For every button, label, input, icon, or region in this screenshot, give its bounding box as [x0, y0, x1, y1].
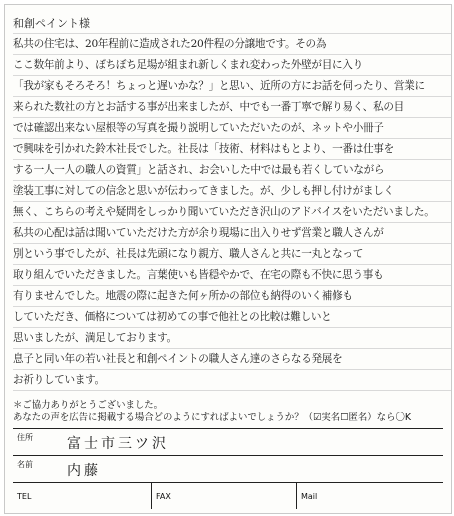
mail-label: Mail: [301, 492, 318, 501]
letter-line: 取り組んでいただきました。言葉使いも皆穏やかで、在宅の際も不快に思う事も: [13, 269, 384, 281]
thanks-note: ＊ご協力ありがとうございました。: [13, 400, 164, 411]
letter-line: 別という事でしたが、社長は先頭になり親方、職人さんと共に一丸となって: [13, 248, 363, 260]
letter-line: 「我が家もそろそろ！ちょっと遅いかな？」と思い、近所の方にお話を伺ったり、営業に: [13, 80, 425, 92]
letter-line: していただき、価格については初めての事で他社との比較は難しいと: [13, 311, 332, 323]
tel-label: TEL: [17, 492, 32, 501]
fax-label: FAX: [156, 492, 171, 501]
letter-line: 塗装工事に対しての信念と思いが伝わってきました。が、少しも押し付けがましく: [13, 185, 394, 197]
letter-line: 私共の住宅は、20年程前に造成された20件程の分譲地です。その為: [13, 38, 327, 50]
letter-line: では確認出来ない屋根等の写真を撮り説明していただいたのが、ネットや小冊子: [13, 122, 384, 134]
letter-line: 有りませんでした。地震の際に起きた何ヶ所かの部位も納得のいく補修も: [13, 290, 353, 302]
letter-line: ここ数年前より、ぼちぼち足場が組まれ新しくまれ変わった外壁が目に入り: [13, 59, 363, 71]
tel-cell: [13, 483, 152, 509]
fax-cell: [152, 483, 297, 509]
name-row: [13, 456, 443, 483]
publish-question: あなたの声を広告に掲載する場合どのようにすればよいでしょうか？（☑実名☐匿名）なら〇K: [13, 412, 411, 423]
letter-line: 私共の心配は話は聞いていただけた方が余り現場に出入りせず営業と職人さんが: [13, 227, 384, 239]
letter-line: 和創ペイント様: [13, 17, 90, 30]
address-row: [13, 429, 443, 456]
letter-line: で興味を引かれた鈴木社長でした。社長は「技術、材料はもとより、一番は仕事を: [13, 143, 394, 155]
letter-line: 息子と同い年の若い社長と和創ペイントの職人さん達のさらなる発展を: [13, 353, 343, 365]
handwritten-letter: [13, 13, 451, 398]
letter-line: お祈りしています。: [13, 374, 105, 386]
mail-cell: [297, 483, 443, 509]
paper-sheet: [4, 4, 452, 514]
contact-row: [13, 483, 443, 509]
letter-line: する一人一人の職人の資質」と話され、お会いした中では最も若くしていながら: [13, 164, 385, 176]
address-label: 住所: [17, 433, 33, 442]
footer-notes: [13, 400, 451, 424]
letter-line: 思いましたが、満足しております。: [13, 332, 177, 344]
letter-line: 無く、こちらの考えや疑問をしっかり聞いていただき沢山のアドバイスをいただいました。: [13, 206, 435, 218]
name-value: 内藤: [67, 463, 101, 479]
address-value: 富士市三ツ沢: [67, 436, 169, 452]
contact-form: [13, 428, 443, 509]
letter-line: 来られた数社の方とお話する事が出来ましたが、中でも一番丁寧で解り易く、私の目: [13, 101, 404, 113]
name-label: 名前: [17, 460, 33, 469]
